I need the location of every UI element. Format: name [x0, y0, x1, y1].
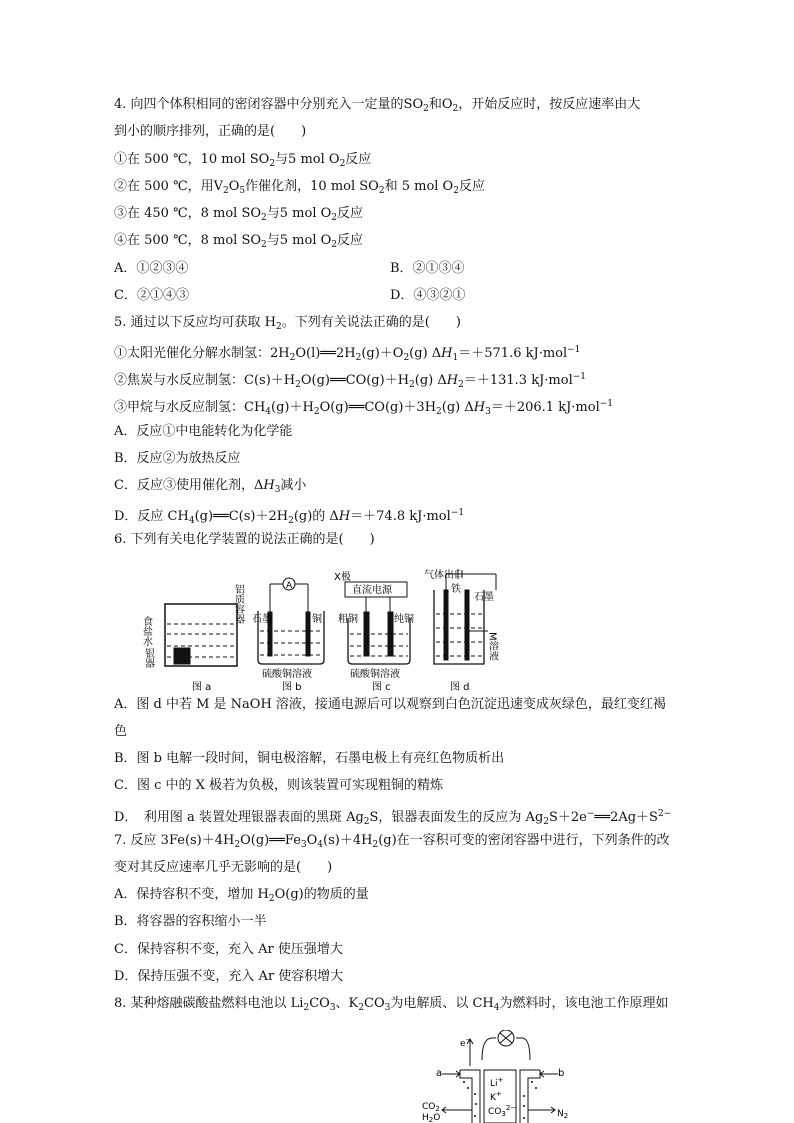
- label-copper: 铜: [312, 614, 322, 625]
- label-a: a: [436, 1068, 443, 1079]
- q6-option-c: C．图 c 中的 X 极若为负极，则该装置可实现粗铜的精炼: [114, 778, 444, 793]
- q4-option-c: C．②①④③: [114, 288, 189, 303]
- q5-option-b: B．反应②为放热反应: [114, 451, 241, 466]
- label-electron: e−: [460, 1036, 472, 1049]
- label-al-container: 铝质容器: [232, 584, 244, 624]
- q5-option-a: A．反应①中电能转化为化学能: [114, 424, 293, 439]
- q7-option-c: C．保持容积不变，充入 Ar 使压强增大: [114, 942, 343, 957]
- label-cuso4-c: 硫酸铜溶液: [350, 669, 400, 680]
- q6-stem: 6. 下列有关电化学装置的说法正确的是( ): [114, 532, 375, 547]
- label-silver: 银器: [142, 648, 154, 668]
- figure-a: [165, 604, 237, 666]
- q5-reaction-3: ③甲烷与水反应制氢：$CH_4(g)+H_2O(g)══CO(g)+3H_2(g)$ $\Delta H_3=+206.1$ kJ·mol$^{-1}$: [114, 399, 614, 417]
- caption-d: 图 d: [450, 682, 470, 693]
- label-carbonate: $CO_3^{2-}$: [488, 1104, 517, 1118]
- label-graphite: 石墨: [252, 614, 272, 625]
- q5-stem: 5. 通过以下反应均可获取 $H_2$。下列有关说法正确的是( ): [114, 315, 461, 332]
- caption-c: 图 c: [372, 682, 391, 693]
- label-co2: $CO_2$: [422, 1102, 440, 1113]
- ammeter-icon: A: [286, 581, 293, 591]
- label-m-solution: M溶液: [486, 632, 498, 661]
- label-pure-copper: 纯铜: [394, 614, 414, 625]
- q5-reaction-2: ②焦炭与水反应制氢：$C(s)+H_2O(g)══CO(g)+H_2(g)$ $\Delta H_2=+131.3$ kJ·mol$^{-1}$: [114, 372, 587, 390]
- q6-option-d: D． 利用图 a 装置处理银器表面的黑斑 $Ag_2S$，银器表面发生的反应为 $Ag_2S+2e^-══2Ag+S^{2-}$: [114, 809, 672, 827]
- q6-figure: [140, 556, 520, 696]
- label-li-ion: Li+: [490, 1076, 504, 1089]
- label-x-pole: X极: [334, 572, 351, 583]
- q5-reaction-1: ①太阳光催化分解水制氢：$2H_2O(l)══2H_2(g)+O_2(g)$ $\Delta H_1=+571.6$ kJ·mol$^{-1}$: [114, 345, 581, 363]
- q6-option-a-line2: 色: [114, 724, 128, 739]
- label-dc-source: 直流电源: [352, 585, 392, 596]
- label-salt: 食盐水: [140, 616, 152, 646]
- q6-option-a: A．图 d 中若 M 是 NaOH 溶液，接通电源后可以观察到白色沉淀迅速变成灰绿色，最红变红褐: [114, 697, 666, 712]
- caption-a: 图 a: [192, 682, 212, 693]
- q7-stem-line2: 变对其反应速率几乎无影响的是( ): [114, 860, 333, 875]
- caption-b: 图 b: [282, 682, 302, 693]
- q4-item-1: ①在 500 ℃，10 mol $SO_2$与5 mol $O_2$反应: [114, 152, 372, 169]
- q6-option-b: B．图 b 电解一段时间，铜电极溶解，石墨电极上有亮红色物质析出: [114, 751, 505, 766]
- q4-stem: 4. 向四个体积相同的密闭容器中分别充入一定量的$SO_2$和$O_2$，开始反应时，按反应速率由大: [114, 97, 641, 114]
- q5-option-c: C．反应③使用催化剂，$\Delta H_3$减小: [114, 478, 307, 495]
- q4-stem-line2: 到小的顺序排列，正确的是( ): [114, 124, 307, 139]
- q4-item-3: ③在 450 ℃，8 mol $SO_2$与5 mol $O_2$反应: [114, 206, 364, 223]
- q4-item-4: ④在 500 ℃，8 mol $SO_2$与5 mol $O_2$反应: [114, 233, 364, 250]
- q4-option-b: B．②①③④: [390, 261, 465, 276]
- label-graphite-d: 石墨: [474, 592, 494, 603]
- label-h2o: $H_2O$: [422, 1113, 441, 1123]
- q5-option-d: D．反应 $CH_4(g)══C(s)+2H_2(g)$的 ΔH＝＋74.8 kJ·mol$^{-1}$: [114, 508, 465, 526]
- q8-stem: 8. 某种熔融碳酸盐燃料电池以 $Li_2CO_3$、$K_2CO_3$为电解质、以 $CH_4$为燃料时，该电池工作原理如: [114, 996, 669, 1013]
- label-b: b: [558, 1068, 565, 1079]
- label-iron: 铁: [451, 584, 461, 595]
- q4-option-a: A．①②③④: [114, 261, 189, 276]
- label-cuso4-b: 硫酸铜溶液: [262, 669, 312, 680]
- q4-option-d: D．④③②①: [390, 288, 466, 303]
- q8-fuel-cell-figure: [420, 1030, 580, 1123]
- q7-option-d: D．保持压强不变，充入 Ar 使容积增大: [114, 969, 344, 984]
- label-k-ion: K+: [490, 1090, 502, 1103]
- label-crude-copper: 粗铜: [338, 614, 358, 625]
- q7-stem: 7. 反应 $3Fe(s)+4H_2O(g)══Fe_3O_4(s)+4H_2(g)$在一容积可变的密闭容器中进行，下列条件的改: [114, 833, 670, 850]
- label-n2: $N_2$: [557, 1109, 569, 1120]
- label-gas-outlet: 气体出口: [424, 570, 464, 581]
- q7-option-b: B．将容器的容积缩小一半: [114, 914, 267, 929]
- q7-option-a: A．保持容积不变，增加 $H_2O(g)$的物质的量: [114, 887, 369, 904]
- q4-item-2: ②在 500 ℃，用$V_2O_5$作催化剂，10 mol $SO_2$和 5 mol $O_2$反应: [114, 179, 485, 196]
